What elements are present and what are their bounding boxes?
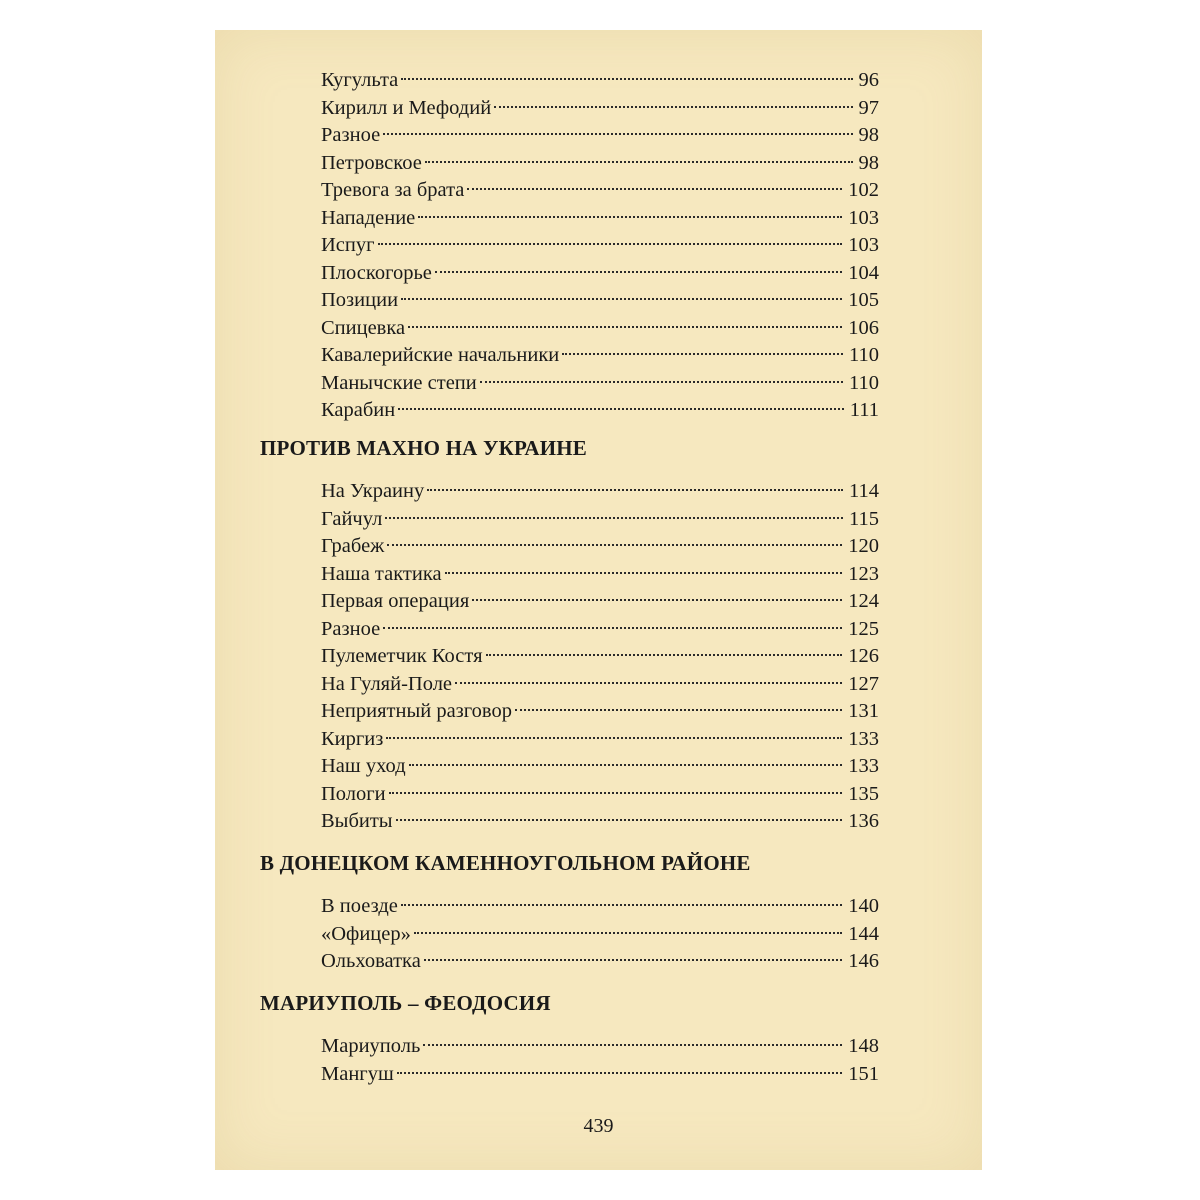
dot-leader <box>467 170 842 196</box>
toc-entry <box>321 390 879 423</box>
dot-leader <box>472 581 842 607</box>
toc-entry-title: Нападение <box>321 206 416 229</box>
toc-entry-page: 114 <box>849 480 879 502</box>
toc-entry-title: Тревога за брата <box>321 179 465 201</box>
toc-entry <box>321 801 879 834</box>
dot-leader <box>515 691 842 717</box>
toc-entry-title: Наша тактика <box>321 562 442 585</box>
toc-entry-title: Грабеж <box>321 535 385 557</box>
toc-entry-title: На Гуляй-Поле <box>321 672 453 695</box>
toc-entry-title: Неприятный разговор <box>321 700 512 722</box>
dot-leader <box>445 554 843 580</box>
toc-entry-page: 103 <box>848 206 879 229</box>
dot-leader <box>408 308 842 334</box>
dot-leader <box>378 225 843 251</box>
dot-leader <box>383 609 842 635</box>
toc-entry-title: Пологи <box>321 782 386 805</box>
dot-leader <box>409 746 843 772</box>
dot-leader <box>383 115 852 141</box>
toc-entry-title: Мариуполь <box>321 1035 421 1057</box>
dot-leader <box>424 941 842 967</box>
toc-entry-title: Плоскогорье <box>321 261 432 284</box>
toc-entry-page: 146 <box>848 950 879 972</box>
toc-entry-title: Гайчул <box>321 507 383 530</box>
toc-entry-title: Кирилл и Мефодий <box>321 96 492 119</box>
dot-leader <box>385 499 843 525</box>
toc-entry-page: 110 <box>849 371 879 394</box>
dot-leader <box>435 253 842 279</box>
toc-entry-page: 144 <box>848 922 879 945</box>
toc-entry-title: Киргиз <box>321 727 384 750</box>
toc-entry-page: 127 <box>848 672 879 695</box>
dot-leader <box>386 719 842 745</box>
toc-entry-page: 148 <box>848 1035 879 1057</box>
toc-entry-title: Выбиты <box>321 810 393 832</box>
toc-entry-title: Пулеметчик Костя <box>321 645 483 667</box>
dot-leader <box>397 1054 843 1080</box>
toc-entry-title: Кавалерийские начальники <box>321 344 560 366</box>
toc-entry-title: «Офицер» <box>321 922 411 945</box>
toc-entry-title: Разное <box>321 617 381 640</box>
toc-entry-title: Манычские степи <box>321 371 477 394</box>
dot-leader <box>401 280 842 306</box>
toc-entry-page: 103 <box>848 234 879 256</box>
dot-leader <box>423 1026 842 1052</box>
toc-entry-page: 131 <box>848 700 879 722</box>
section-heading: В ДОНЕЦКОМ КАМЕННОУГОЛЬНОМ РАЙОНЕ <box>260 851 751 875</box>
toc-entry-title: Наш уход <box>321 755 406 777</box>
dot-leader <box>398 390 844 416</box>
dot-leader <box>396 801 843 827</box>
toc-entry-title: Испуг <box>321 234 375 256</box>
dot-leader <box>387 526 842 552</box>
toc-entry-page: 104 <box>848 261 879 284</box>
dot-leader <box>455 664 842 690</box>
dot-leader <box>401 60 852 86</box>
toc-entry-title: Позиции <box>321 289 399 311</box>
toc-entry-page: 151 <box>848 1062 879 1085</box>
toc-entry-page: 120 <box>848 535 879 557</box>
dot-leader <box>418 198 842 224</box>
toc-entry-title: Мангуш <box>321 1062 394 1085</box>
toc-entry-page: 106 <box>848 316 879 339</box>
dot-leader <box>414 914 842 940</box>
page-number: 439 <box>583 1115 614 1137</box>
toc-entry-title: На Украину <box>321 480 425 502</box>
section-heading: МАРИУПОЛЬ – ФЕОДОСИЯ <box>260 991 551 1015</box>
dot-leader <box>494 88 852 114</box>
toc-entry-title: Петровское <box>321 151 422 174</box>
toc-entry-page: 105 <box>848 289 879 311</box>
toc-entry-page: 115 <box>849 507 879 530</box>
toc-entry-page: 126 <box>848 645 879 667</box>
dot-leader <box>486 636 843 662</box>
book-page <box>215 30 982 1170</box>
dot-leader <box>401 886 842 912</box>
toc-entry <box>321 941 879 974</box>
toc-entry-page: 140 <box>848 895 879 917</box>
toc-entry-title: Спицевка <box>321 316 406 339</box>
toc-entry-title: Ольховатка <box>321 950 421 972</box>
dot-leader <box>480 363 843 389</box>
toc-entry-title: Первая операция <box>321 590 470 612</box>
toc-entry-page: 133 <box>848 727 879 750</box>
toc-entry-title: Разное <box>321 124 381 146</box>
toc-entry-page: 136 <box>848 810 879 832</box>
dot-leader <box>562 335 843 361</box>
toc-entry-page: 98 <box>858 124 879 146</box>
toc-entry-page: 133 <box>848 755 879 777</box>
section-heading: ПРОТИВ МАХНО НА УКРАИНЕ <box>260 436 588 460</box>
toc-entry-page: 125 <box>848 617 879 640</box>
dot-leader <box>427 471 843 497</box>
toc-entry-page: 98 <box>858 151 879 174</box>
toc-entry-title: Карабин <box>321 399 396 421</box>
toc-entry-page: 111 <box>849 399 879 421</box>
dot-leader <box>425 143 853 169</box>
toc-entry-page: 96 <box>858 69 879 91</box>
toc-entry-title: Кугульта <box>321 69 399 91</box>
dot-leader <box>389 774 843 800</box>
toc-entry-page: 124 <box>848 590 879 612</box>
toc-entry-page: 97 <box>858 96 879 119</box>
toc-entry-page: 135 <box>848 782 879 805</box>
toc-entry-page: 123 <box>848 562 879 585</box>
toc-entry-page: 102 <box>848 179 879 201</box>
toc-entry-page: 110 <box>849 344 879 366</box>
toc-entry <box>321 1054 879 1087</box>
toc-entry-title: В поезде <box>321 895 398 917</box>
